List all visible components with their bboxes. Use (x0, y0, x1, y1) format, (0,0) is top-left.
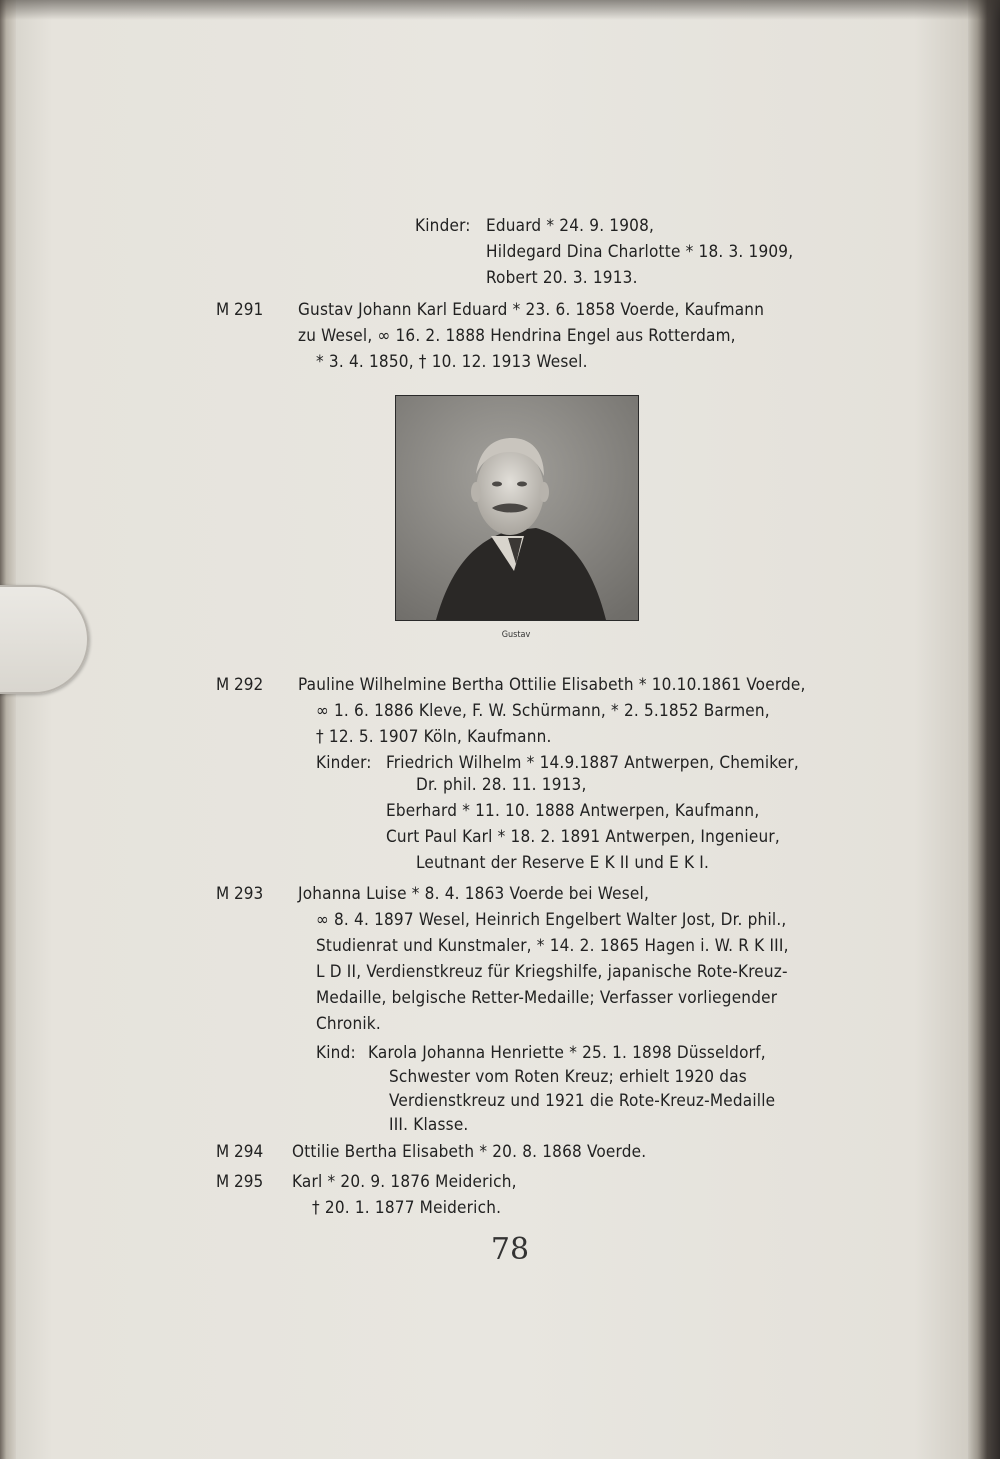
entry-number-m295: M 295 (216, 1172, 264, 1192)
top-shadow (0, 0, 1000, 20)
m293-child-1c: Verdienstkreuz und 1921 die Rote-Kreuz-Medaille (389, 1091, 776, 1111)
m293-child-1b: Schwester vom Roten Kreuz; erhielt 1920 das (389, 1067, 747, 1087)
photo-caption: Gustav (501, 630, 531, 640)
intro-child-2: Hildegard Dina Charlotte * 18. 3. 1909, (486, 242, 794, 262)
intro-child-1: Eduard * 24. 9. 1908, (486, 216, 655, 236)
m291-line-3: * 3. 4. 1850, † 10. 12. 1913 Wesel. (316, 352, 588, 372)
m293-line-1: Johanna Luise * 8. 4. 1863 Voerde bei Wesel, (298, 884, 650, 904)
m292-child-3b: Leutnant der Reserve E K II und E K I. (416, 853, 710, 873)
m291-line-1: Gustav Johann Karl Eduard * 23. 6. 1858 Voerde, Kaufmann (298, 300, 765, 320)
m291-line-2: zu Wesel, ∞ 16. 2. 1888 Hendrina Engel aus Rotterdam, (298, 326, 736, 346)
left-page-edge (0, 0, 16, 1459)
m293-line-5: Medaille, belgische Retter-Medaille; Verfasser vorliegender (316, 988, 778, 1008)
m292-line-2: ∞ 1. 6. 1886 Kleve, F. W. Schürmann, * 2. 5.1852 Barmen, (316, 701, 770, 721)
m292-child-3: Curt Paul Karl * 18. 2. 1891 Antwerpen, Ingenieur, (386, 827, 780, 847)
m292-kinder-label: Kinder: (316, 753, 372, 773)
m293-line-6: Chronik. (316, 1014, 381, 1034)
intro-kinder-label: Kinder: (415, 216, 471, 236)
m292-line-1: Pauline Wilhelmine Bertha Ottilie Elisabeth * 10.10.1861 Voerde, (298, 675, 806, 695)
portrait-illustration (396, 396, 638, 620)
page-number: 78 (490, 1232, 530, 1267)
portrait-photo (395, 395, 639, 621)
m292-line-3: † 12. 5. 1907 Köln, Kaufmann. (316, 727, 552, 747)
entry-number-m292: M 292 (216, 675, 264, 695)
m292-child-1: Friedrich Wilhelm * 14.9.1887 Antwerpen, Chemiker, (386, 753, 799, 773)
m292-child-2: Eberhard * 11. 10. 1888 Antwerpen, Kaufmann, (386, 801, 760, 821)
m294-line-1: Ottilie Bertha Elisabeth * 20. 8. 1868 Voerde. (292, 1142, 647, 1162)
entry-number-m294: M 294 (216, 1142, 264, 1162)
intro-child-3: Robert 20. 3. 1913. (486, 268, 638, 288)
m295-line-2: † 20. 1. 1877 Meiderich. (312, 1198, 502, 1218)
m293-child-1: Karola Johanna Henriette * 25. 1. 1898 Düsseldorf, (368, 1043, 766, 1063)
m293-child-1d: III. Klasse. (389, 1115, 469, 1135)
entry-number-m291: M 291 (216, 300, 264, 320)
m292-child-1b: Dr. phil. 28. 11. 1913, (416, 775, 587, 795)
m295-line-1: Karl * 20. 9. 1876 Meiderich, (292, 1172, 517, 1192)
entry-number-m293: M 293 (216, 884, 264, 904)
m293-line-4: L D II, Verdienstkreuz für Kriegshilfe, japanische Rote-Kreuz- (316, 962, 788, 982)
m293-kind-label: Kind: (316, 1043, 356, 1063)
m293-line-3: Studienrat und Kunstmaler, * 14. 2. 1865 Hagen i. W. R K III, (316, 936, 789, 956)
m293-line-2: ∞ 8. 4. 1897 Wesel, Heinrich Engelbert Walter Jost, Dr. phil., (316, 910, 787, 930)
right-page-edge (968, 0, 1000, 1459)
